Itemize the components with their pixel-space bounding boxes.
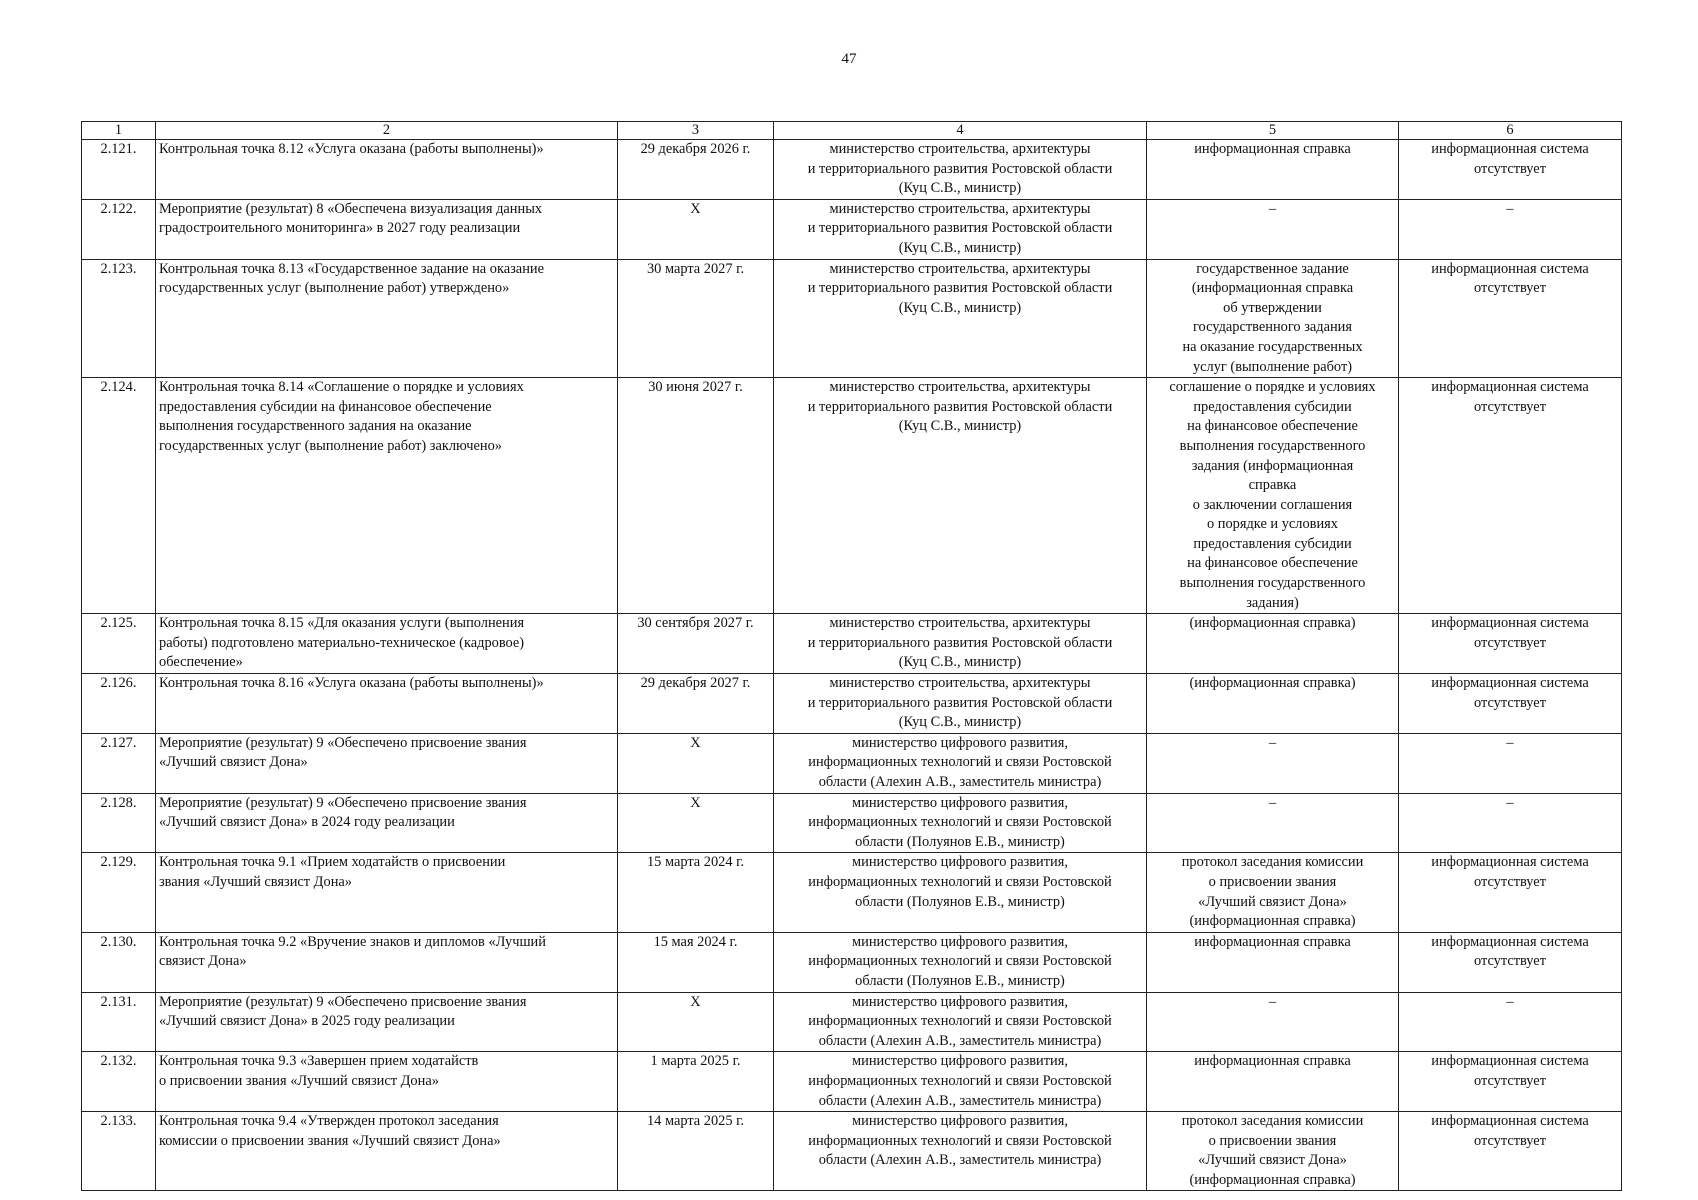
deadline-cell: 30 июня 2027 г. [618, 378, 774, 614]
item-name-cell-line: звания «Лучший связист Дона» [159, 873, 352, 890]
row-number-cell: 2.127. [82, 733, 156, 793]
document-cell-line: протокол заседания комиссии [1181, 1113, 1364, 1130]
column-header: 1 [82, 122, 156, 140]
deadline-cell: 14 марта 2025 г. [618, 1112, 774, 1191]
deadline-cell: 15 мая 2024 г. [618, 932, 774, 992]
row-number-cell: 2.131. [82, 992, 156, 1052]
responsible-cell-line: и территориального развития Ростовской области [807, 398, 1113, 415]
responsible-cell [774, 378, 1147, 614]
document-cell [1147, 733, 1399, 793]
responsible-cell-line: (Куц С.В., министр) [898, 299, 1022, 316]
control-points-table [81, 121, 1622, 1191]
information-system-cell-line: – [1506, 200, 1514, 217]
row-number-cell: 2.130. [82, 932, 156, 992]
responsible-cell-line: информационных технологий и связи Ростовской [808, 953, 1112, 970]
information-system-cell-line: отсутствует [1474, 953, 1546, 970]
information-system-cell [1399, 992, 1622, 1052]
table-row [82, 259, 1622, 378]
item-name-cell [156, 674, 618, 734]
document-cell [1147, 932, 1399, 992]
column-header: 6 [1399, 122, 1622, 140]
document-cell [1147, 140, 1399, 200]
responsible-cell-line: министерство цифрового развития, [852, 734, 1068, 751]
table-row [82, 1112, 1622, 1191]
item-name-cell-line: Мероприятие (результат) 9 «Обеспечено присвоение звания [159, 794, 527, 811]
table-row [82, 932, 1622, 992]
responsible-cell [774, 199, 1147, 259]
information-system-cell-line: информационная система [1431, 615, 1589, 632]
responsible-cell-line: министерство цифрового развития, [852, 1053, 1068, 1070]
table-row [82, 614, 1622, 674]
document-cell [1147, 674, 1399, 734]
document-cell-line: (информационная справка) [1189, 913, 1356, 930]
responsible-cell [774, 674, 1147, 734]
document-cell-line: на финансовое обеспечение [1187, 555, 1358, 572]
row-number-cell: 2.122. [82, 199, 156, 259]
responsible-cell [774, 614, 1147, 674]
information-system-cell [1399, 733, 1622, 793]
information-system-cell [1399, 1052, 1622, 1112]
responsible-cell [774, 733, 1147, 793]
item-name-cell [156, 614, 618, 674]
responsible-cell-line: области (Алехин А.В., заместитель министра) [818, 774, 1102, 790]
document-cell-line: об утверждении [1223, 299, 1322, 316]
table-row [82, 140, 1622, 200]
responsible-cell-line: министерство цифрового развития, [852, 794, 1068, 811]
row-number-cell: 2.123. [82, 259, 156, 378]
document-cell-line: – [1268, 993, 1277, 1010]
item-name-cell-line: Контрольная точка 9.3 «Завершен прием ходатайств [159, 1053, 479, 1070]
responsible-cell-line: министерство цифрового развития, [852, 993, 1068, 1010]
responsible-cell [774, 853, 1147, 932]
information-system-cell [1399, 932, 1622, 992]
information-system-cell [1399, 674, 1622, 734]
item-name-cell-line: Контрольная точка 8.16 «Услуга оказана (работы выполнены)» [159, 675, 544, 692]
document-cell [1147, 259, 1399, 378]
item-name-cell-line: государственных услуг (выполнение работ) утверждено» [159, 280, 510, 297]
responsible-cell-line: (Куц С.В., министр) [898, 180, 1022, 197]
item-name-cell-line: Контрольная точка 8.13 «Государственное задание на оказание [159, 260, 544, 277]
document-cell-line: (информационная справка) [1189, 615, 1356, 632]
row-number-cell: 2.128. [82, 793, 156, 853]
item-name-cell-line: комиссии о присвоении звания «Лучший связист Дона» [159, 1132, 501, 1149]
column-number-row [82, 122, 1622, 140]
document-cell [1147, 199, 1399, 259]
document-cell [1147, 614, 1399, 674]
item-name-cell [156, 140, 618, 200]
document-cell-line: предоставления субсидии [1193, 535, 1352, 552]
information-system-cell-line: информационная система [1431, 260, 1589, 277]
table-row [82, 992, 1622, 1052]
item-name-cell-line: «Лучший связист Дона» в 2025 году реализации [159, 1013, 455, 1030]
document-cell [1147, 1112, 1399, 1191]
row-number-cell: 2.132. [82, 1052, 156, 1112]
item-name-cell [156, 992, 618, 1052]
responsible-cell [774, 793, 1147, 853]
row-number-cell: 2.133. [82, 1112, 156, 1191]
item-name-cell-line: Мероприятие (результат) 9 «Обеспечено присвоение звания [159, 734, 527, 751]
deadline-cell: 1 марта 2025 г. [618, 1052, 774, 1112]
responsible-cell-line: области (Алехин А.В., заместитель министра) [818, 1032, 1102, 1049]
information-system-cell-line: отсутствует [1474, 160, 1546, 177]
information-system-cell-line: отсутствует [1474, 1072, 1546, 1089]
column-header: 4 [774, 122, 1147, 140]
information-system-cell-line: отсутствует [1474, 280, 1546, 297]
item-name-cell [156, 378, 618, 614]
document-cell-line: информационная справка [1194, 933, 1351, 950]
responsible-cell-line: информационных технологий и связи Ростовской [808, 873, 1112, 890]
responsible-cell-line: (Куц С.В., министр) [898, 714, 1022, 731]
deadline-cell: 15 марта 2024 г. [618, 853, 774, 932]
document-cell-line: услуг (выполнение работ) [1192, 358, 1353, 375]
table-row [82, 199, 1622, 259]
deadline-cell: 29 декабря 2026 г. [618, 140, 774, 200]
responsible-cell-line: области (Полуянов Е.В., министр) [855, 972, 1065, 989]
responsible-cell-line: министерство строительства, архитектуры [829, 141, 1091, 157]
responsible-cell [774, 992, 1147, 1052]
responsible-cell-line: информационных технологий и связи Ростовской [808, 814, 1112, 831]
document-cell [1147, 378, 1399, 614]
deadline-cell: Х [618, 793, 774, 853]
item-name-cell [156, 932, 618, 992]
information-system-cell-line: – [1506, 734, 1514, 751]
item-name-cell-line: «Лучший связист Дона» в 2024 году реализации [159, 814, 455, 831]
item-name-cell-line: предоставления субсидии на финансовое обеспечение [159, 398, 492, 415]
deadline-cell: Х [618, 199, 774, 259]
table-row [82, 793, 1622, 853]
document-cell-line: задания) [1246, 594, 1299, 611]
document-cell-line: справка [1248, 477, 1297, 494]
responsible-cell-line: и территориального развития Ростовской области [807, 694, 1113, 711]
item-name-cell [156, 199, 618, 259]
information-system-cell-line: отсутствует [1474, 694, 1546, 711]
column-header: 2 [156, 122, 618, 140]
responsible-cell-line: министерство строительства, архитектуры [829, 615, 1091, 632]
document-cell-line: государственное задание [1196, 260, 1349, 277]
responsible-cell-line: (Куц С.В., министр) [898, 654, 1022, 671]
information-system-cell [1399, 140, 1622, 200]
row-number-cell: 2.126. [82, 674, 156, 734]
document-cell-line: информационная справка [1194, 1053, 1351, 1070]
information-system-cell-line: информационная система [1431, 141, 1589, 157]
document-cell-line: выполнения государственного [1179, 437, 1366, 454]
document-cell-line: на оказание государственных [1182, 338, 1363, 355]
item-name-cell [156, 1112, 618, 1191]
responsible-cell-line: (Куц С.В., министр) [898, 418, 1022, 435]
table-body [82, 140, 1622, 1191]
document-cell [1147, 793, 1399, 853]
row-number-cell: 2.121. [82, 140, 156, 200]
document-cell-line: предоставления субсидии [1193, 398, 1352, 415]
table-row [82, 674, 1622, 734]
responsible-cell-line: области (Полуянов Е.В., министр) [855, 833, 1065, 850]
responsible-cell-line: и территориального развития Ростовской области [807, 634, 1113, 651]
information-system-cell [1399, 1112, 1622, 1191]
deadline-cell: Х [618, 733, 774, 793]
deadline-cell: 29 декабря 2027 г. [618, 674, 774, 734]
item-name-cell-line: обеспечение» [159, 654, 243, 671]
item-name-cell-line: Контрольная точка 8.14 «Соглашение о порядке и условиях [159, 379, 524, 396]
responsible-cell-line: и территориального развития Ростовской области [807, 160, 1113, 177]
document-cell-line: о заключении соглашения [1192, 496, 1353, 513]
document-cell-line: «Лучший связист Дона» [1198, 1152, 1347, 1169]
responsible-cell-line: министерство цифрового развития, [852, 1113, 1068, 1130]
responsible-cell-line: министерство строительства, архитектуры [829, 200, 1091, 217]
responsible-cell-line: информационных технологий и связи Ростовской [808, 1013, 1112, 1030]
information-system-cell [1399, 259, 1622, 378]
deadline-cell: 30 сентября 2027 г. [618, 614, 774, 674]
item-name-cell-line: Контрольная точка 8.12 «Услуга оказана (работы выполнены)» [159, 141, 544, 157]
information-system-cell-line: информационная система [1431, 1053, 1589, 1070]
information-system-cell-line: отсутствует [1474, 873, 1546, 890]
table-row [82, 1052, 1622, 1112]
responsible-cell-line: министерство цифрового развития, [852, 933, 1068, 950]
responsible-cell-line: информационных технологий и связи Ростовской [808, 1132, 1112, 1149]
item-name-cell-line: Мероприятие (результат) 9 «Обеспечено присвоение звания [159, 993, 527, 1010]
item-name-cell-line: работы) подготовлено материально-техническое (кадровое) [159, 634, 525, 651]
document-cell-line: выполнения государственного [1179, 575, 1366, 592]
responsible-cell-line: области (Алехин А.В., заместитель министра) [818, 1152, 1102, 1169]
document-cell-line: соглашение о порядке и условиях [1169, 379, 1376, 396]
column-header: 3 [618, 122, 774, 140]
item-name-cell-line: государственных услуг (выполнение работ) заключено» [159, 437, 502, 454]
item-name-cell [156, 733, 618, 793]
information-system-cell [1399, 199, 1622, 259]
item-name-cell-line: выполнения государственного задания на оказание [159, 418, 472, 435]
responsible-cell-line: министерство строительства, архитектуры [829, 260, 1091, 277]
responsible-cell-line: области (Полуянов Е.В., министр) [855, 893, 1065, 910]
item-name-cell-line: Мероприятие (результат) 8 «Обеспечена визуализация данных [159, 200, 543, 217]
responsible-cell-line: министерство цифрового развития, [852, 854, 1068, 871]
responsible-cell-line: министерство строительства, архитектуры [829, 675, 1091, 692]
document-cell-line: протокол заседания комиссии [1181, 854, 1364, 871]
document-cell-line: задания (информационная [1191, 457, 1354, 474]
information-system-cell-line: – [1506, 993, 1514, 1010]
responsible-cell-line: (Куц С.В., министр) [898, 239, 1022, 256]
document-cell-line: (информационная справка [1191, 280, 1354, 297]
item-name-cell-line: Контрольная точка 9.1 «Прием ходатайств о присвоении [159, 854, 506, 871]
responsible-cell [774, 932, 1147, 992]
document-cell-line: о присвоении звания [1208, 873, 1337, 890]
responsible-cell [774, 1052, 1147, 1112]
item-name-cell-line: Контрольная точка 8.15 «Для оказания услуги (выполнения [159, 615, 525, 632]
information-system-cell-line: отсутствует [1474, 634, 1546, 651]
information-system-cell-line: отсутствует [1474, 398, 1546, 415]
responsible-cell-line: области (Алехин А.В., заместитель министра) [818, 1092, 1102, 1109]
information-system-cell-line: информационная система [1431, 854, 1589, 871]
information-system-cell-line: – [1506, 794, 1514, 811]
responsible-cell-line: информационных технологий и связи Ростовской [808, 1072, 1112, 1089]
responsible-cell-line: информационных технологий и связи Ростовской [808, 754, 1112, 771]
document-cell-line: о присвоении звания [1208, 1132, 1337, 1149]
document-cell-line: – [1268, 734, 1277, 751]
document-cell-line: – [1268, 200, 1277, 217]
document-cell-line: государственного задания [1193, 319, 1352, 336]
document-cell [1147, 1052, 1399, 1112]
information-system-cell [1399, 793, 1622, 853]
responsible-cell [774, 1112, 1147, 1191]
information-system-cell-line: информационная система [1431, 675, 1589, 692]
deadline-cell: Х [618, 992, 774, 1052]
information-system-cell [1399, 378, 1622, 614]
item-name-cell [156, 793, 618, 853]
table-row [82, 853, 1622, 932]
table-row [82, 378, 1622, 614]
item-name-cell-line: о присвоении звания «Лучший связист Дона» [159, 1072, 439, 1089]
item-name-cell [156, 259, 618, 378]
item-name-cell-line: связист Дона» [159, 953, 247, 970]
page-number: 47 [841, 51, 857, 67]
responsible-cell-line: и территориального развития Ростовской области [807, 280, 1113, 297]
information-system-cell [1399, 614, 1622, 674]
row-number-cell: 2.124. [82, 378, 156, 614]
responsible-cell [774, 259, 1147, 378]
information-system-cell-line: информационная система [1431, 1113, 1589, 1130]
information-system-cell-line: информационная система [1431, 379, 1589, 396]
deadline-cell: 30 марта 2027 г. [618, 259, 774, 378]
information-system-cell [1399, 853, 1622, 932]
item-name-cell-line: градостроительного мониторинга» в 2027 году реализации [159, 220, 521, 237]
information-system-cell-line: информационная система [1431, 933, 1589, 950]
column-header: 5 [1147, 122, 1399, 140]
table-row [82, 733, 1622, 793]
information-system-cell-line: отсутствует [1474, 1132, 1546, 1149]
document-cell-line: (информационная справка) [1189, 1171, 1356, 1188]
item-name-cell [156, 1052, 618, 1112]
responsible-cell-line: и территориального развития Ростовской области [807, 220, 1113, 237]
item-name-cell-line: Контрольная точка 9.4 «Утвержден протокол заседания [159, 1113, 499, 1130]
item-name-cell [156, 853, 618, 932]
document-cell-line: «Лучший связист Дона» [1198, 893, 1347, 910]
document-cell-line: о порядке и условиях [1206, 516, 1338, 533]
document-cell-line: на финансовое обеспечение [1187, 418, 1358, 435]
document-cell [1147, 992, 1399, 1052]
responsible-cell-line: министерство строительства, архитектуры [829, 379, 1091, 396]
responsible-cell [774, 140, 1147, 200]
document-cell-line: (информационная справка) [1189, 675, 1356, 692]
document-cell [1147, 853, 1399, 932]
item-name-cell-line: Контрольная точка 9.2 «Вручение знаков и дипломов «Лучший [159, 933, 546, 950]
row-number-cell: 2.125. [82, 614, 156, 674]
row-number-cell: 2.129. [82, 853, 156, 932]
document-cell-line: – [1268, 794, 1277, 811]
document-cell-line: информационная справка [1194, 141, 1351, 157]
item-name-cell-line: «Лучший связист Дона» [159, 754, 308, 771]
